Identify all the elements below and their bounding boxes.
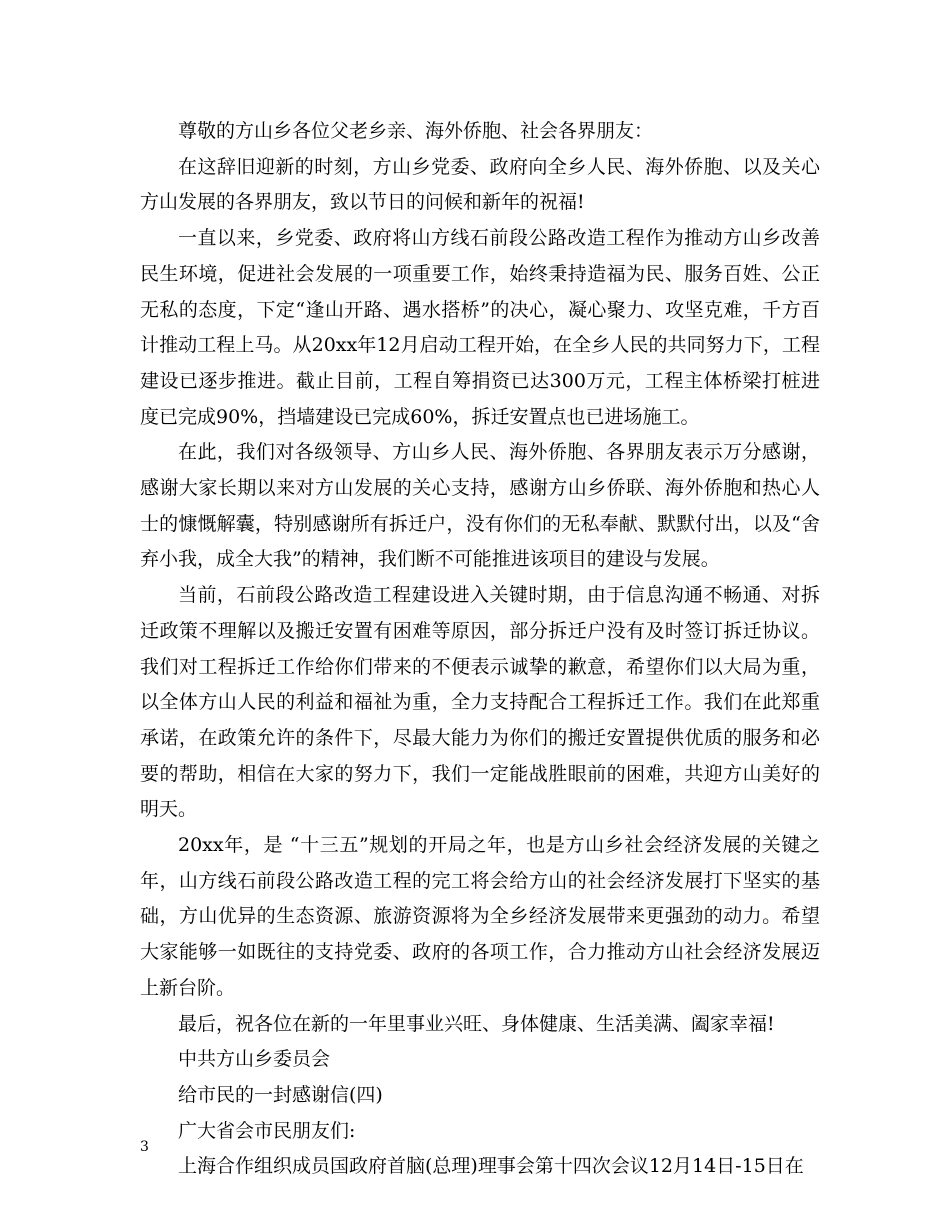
second-salutation-paragraph: 广大省会市民朋友们: — [178, 1119, 356, 1142]
greeting-paragraph: 在这辞旧迎新的时刻，方山乡党委、政府向全乡人民、海外侨胞、以及关心方山发展的各界朋友，致以节日的问候和新年的祝福! — [140, 155, 820, 214]
thanks-paragraph: 在此，我们对各级领导、方山乡人民、海外侨胞、各界朋友表示万分感谢，感谢大家长期以来对方山发展的关心支持，感谢方山乡侨联、海外侨胞和热心人士的慷慨解囊，特别感谢所有拆迁户，没有你们的无私奉献、默默付出，以及“舍弃小我，成全大我”的精神，我们断不可能推进该项目的建设与发展。 — [140, 441, 820, 571]
page-number: 3 — [140, 1139, 149, 1155]
demolition-paragraph: 当前，石前段公路改造工程建设进入关键时期，由于信息沟通不畅通、对拆迁政策不理解以及搬迁安置有困难等原因，部分拆迁户没有及时签订拆迁协议。我们对工程拆迁工作给你们带来的不便表示诚挚的歉意，希望你们以大局为重，以全体方山人民的利益和福祉为重，全力支持配合工程拆迁工作。我们在此郑重承诺，在政策允许的条件下，尽最大能力为你们的搬迁安置提供优质的服务和必要的帮助，相信在大家的努力下，我们一定能战胜眼前的困难，共迎方山美好的明天。 — [140, 584, 820, 821]
signature-paragraph: 中共方山乡委员会 — [178, 1048, 331, 1071]
second-letter-opening-paragraph: 上海合作组织成员国政府首脑(总理)理事会第十四次会议12月14日-15日在 — [178, 1155, 804, 1178]
salutation-paragraph: 尊敬的方山乡各位父老乡亲、海外侨胞、社会各界朋友： — [178, 120, 654, 142]
section-title-paragraph: 给市民的一封感谢信(四) — [178, 1083, 383, 1106]
project-progress-paragraph: 一直以来，乡党委、政府将山方线石前段公路改造工程作为推动方山乡改善民生环境，促进社会发展的一项重要工作，始终秉持造福为民、服务百姓、公正无私的态度，下定“逢山开路、遇水搭桥”的决心，凝心聚力、攻坚克难，千方百计推动工程上马。从20xx年12月启动工程开始，在全乡人民的共同努力下，工程建设已逐步推进。截止目前，工程自筹捐资已达300万元，工程主体桥梁打桩进度已完成90%，挡墙建设已完成60%，拆迁安置点也已进场施工。 — [140, 227, 820, 428]
document-body — [140, 114, 820, 1185]
closing-wish-paragraph: 最后，祝各位在新的一年里事业兴旺、身体健康、生活美满、阖家幸福! — [178, 1012, 775, 1035]
outlook-paragraph: 20xx年，是 “十三五”规划的开局之年，也是方山乡社会经济发展的关键之年，山方线石前段公路改造工程的完工将会给方山的社会经济发展打下坚实的基础，方山优异的生态资源、旅游资源将为全乡经济发展带来更强劲的动力。希望大家能够一如既往的支持党委、政府的各项工作，合力推动方山社会经济发展迈上新台阶。 — [140, 834, 820, 999]
